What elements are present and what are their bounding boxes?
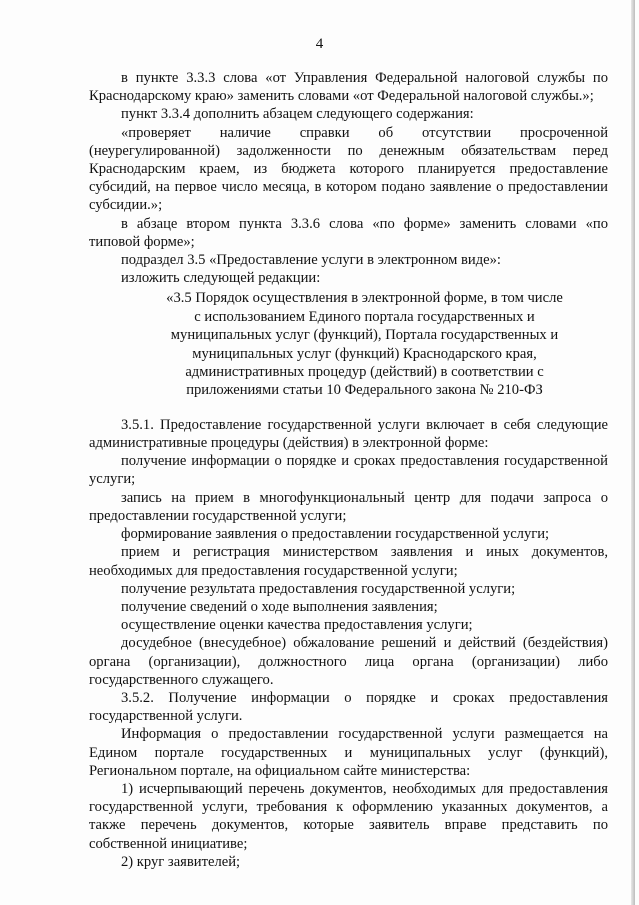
- paragraph: 3.5.1. Предоставление государственной услуги включает в себя следующие административные процедуры (действия) в электронной форме:: [89, 416, 608, 452]
- section-title-line: «3.5 Порядок осуществления в электронной форме, в том числе: [166, 290, 563, 307]
- paragraph: получение информации о порядке и сроках предоставления государственной услуги;: [89, 453, 608, 488]
- section-title-line: административных процедур (действий) в соответствии с: [185, 364, 544, 381]
- paragraph: в абзаце втором пункта 3.3.6 слова «по форме» заменить словами «по типовой форме»;: [89, 215, 608, 250]
- paragraph: досудебное (внесудебное) обжалование решений и действий (бездействия) органа (организации), должностного лица органа (организации) либо государственного служащего.: [89, 635, 608, 688]
- paragraph: изложить следующей редакции:: [121, 270, 321, 287]
- section-title-line: приложениями статьи 10 Федерального закона № 210-ФЗ: [186, 382, 543, 399]
- page-number: 4: [315, 36, 324, 52]
- paragraph: в пункте 3.3.3 слова «от Управления Федеральной налоговой службы по Краснодарскому краю» заменить словами «от Федеральной налоговой службы.»;: [89, 70, 608, 105]
- paragraph: пункт 3.3.4 дополнить абзацем следующего содержания:: [121, 106, 474, 123]
- paragraph: получение результата предоставления государственной услуги;: [121, 580, 516, 597]
- paragraph: 1) исчерпывающий перечень документов, необходимых для предоставления государственной услуги, требования к оформлению указанных документов, а также перечень документов, которые заявитель вправе представить по собственной инициативе;: [89, 780, 608, 852]
- scan-edge: [631, 0, 635, 905]
- paragraph: подраздел 3.5 «Предоставление услуги в электронном виде»:: [121, 252, 501, 269]
- paragraph: осуществление оценки качества предоставления услуги;: [121, 617, 473, 634]
- paragraph: 3.5.2. Получение информации о порядке и сроках предоставления государственной услуги.: [89, 689, 608, 725]
- section-title-line: муниципальных услуг (функций) Краснодарского края,: [192, 345, 537, 362]
- paragraph: запись на прием в многофункциональный центр для подачи запроса о предоставлении государственной услуги;: [89, 489, 608, 524]
- paragraph: получение сведений о ходе выполнения заявления;: [121, 598, 438, 615]
- paragraph: прием и регистрация министерством заявления и иных документов, необходимых для предоставления государственной услуги;: [89, 544, 608, 579]
- paragraph: формирование заявления о предоставлении государственной услуги;: [121, 526, 550, 543]
- document-body: [89, 69, 608, 871]
- paragraph: Информация о предоставлении государственной услуги размещается на Едином портале государственных и муниципальных услуг (функций), Региональном портале, на официальном сайте министерства:: [89, 726, 608, 779]
- paragraph: «проверяет наличие справки об отсутствии просроченной (неурегулированной) задолженности по денежным обязательствам перед Краснодарским краем, из бюджета которого планируется предоставление субсидий, на первое число месяца, в котором подано заявление о предоставлении субсидии.»;: [89, 124, 608, 214]
- section-title: [121, 289, 608, 399]
- section-title-line: муниципальных услуг (функций), Портала государственных и: [170, 327, 559, 344]
- paragraph: 2) круг заявителей;: [121, 853, 241, 870]
- section-title-line: с использованием Единого портала государственных и: [194, 308, 535, 325]
